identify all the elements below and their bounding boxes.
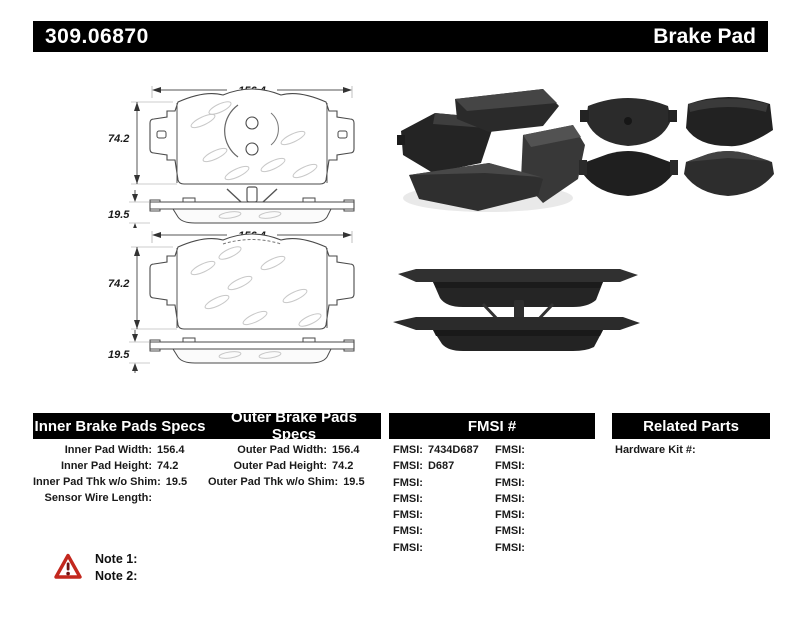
outer-pad-drawing xyxy=(105,228,390,373)
note-1: Note 1: xyxy=(95,552,138,566)
inner-specs-title: Inner Brake Pads Specs xyxy=(34,417,206,435)
table-row: Inner Pad Height: 74.2 xyxy=(60,460,179,472)
table-row: FMSI: D687 xyxy=(393,460,455,473)
outer-specs-table xyxy=(208,442,380,490)
table-row: Inner Pad Width: 156.4 xyxy=(64,444,185,456)
table-row: FMSI: xyxy=(495,460,525,473)
table-row: FMSI: xyxy=(393,476,423,489)
related-parts-title: Related Parts xyxy=(643,417,739,435)
outer-specs-title: Outer Brake Pads Specs xyxy=(231,409,357,443)
table-row: FMSI: xyxy=(393,492,423,505)
note-2: Note 2: xyxy=(95,569,138,583)
table-row: FMSI: xyxy=(495,541,525,554)
related-parts-table xyxy=(615,442,765,458)
pad-set-photo-flat xyxy=(578,88,778,208)
table-row: FMSI: xyxy=(495,525,525,538)
outer-height-dim: 74.2 xyxy=(108,278,130,290)
table-row: Outer Pad Height: 74.2 xyxy=(233,460,354,472)
fmsi-title: FMSI # xyxy=(467,417,517,435)
title-bar xyxy=(33,21,768,52)
fmsi-column-2 xyxy=(495,442,595,556)
table-row: Outer Pad Thk w/o Shim: 19.5 xyxy=(208,476,365,488)
pads-specs-header-bar xyxy=(33,409,381,443)
table-row: FMSI: xyxy=(393,509,423,522)
fmsi-header-bar xyxy=(389,413,595,439)
product-type: Brake Pad xyxy=(653,24,756,48)
pad-pair-photo-side xyxy=(388,252,648,352)
inner-specs-table xyxy=(33,442,205,506)
table-row: FMSI: xyxy=(393,541,423,554)
notes xyxy=(95,551,137,585)
table-row: Outer Pad Width: 156.4 xyxy=(237,444,360,456)
table-row: FMSI: xyxy=(495,476,525,489)
table-row: Sensor Wire Length: xyxy=(44,492,152,504)
related-parts-header-bar xyxy=(612,413,770,439)
fmsi-column-1 xyxy=(393,442,493,556)
table-row: Inner Pad Thk w/o Shim: 19.5 xyxy=(33,476,188,488)
table-row: Hardware Kit #: xyxy=(615,444,696,456)
inner-pad-drawing xyxy=(105,83,390,228)
inner-thickness-dim: 19.5 xyxy=(108,209,130,221)
table-row: FMSI: xyxy=(495,444,525,456)
part-number: 309.06870 xyxy=(45,24,149,48)
table-row: FMSI: xyxy=(495,492,525,505)
outer-thickness-dim: 19.5 xyxy=(108,349,130,361)
table-row: FMSI: xyxy=(393,525,423,538)
table-row: FMSI: xyxy=(495,509,525,522)
table-row: FMSI: 7434D687 xyxy=(393,444,479,456)
pad-set-photo-angled xyxy=(393,83,588,218)
warning-icon xyxy=(54,553,82,580)
inner-height-dim: 74.2 xyxy=(108,133,130,145)
